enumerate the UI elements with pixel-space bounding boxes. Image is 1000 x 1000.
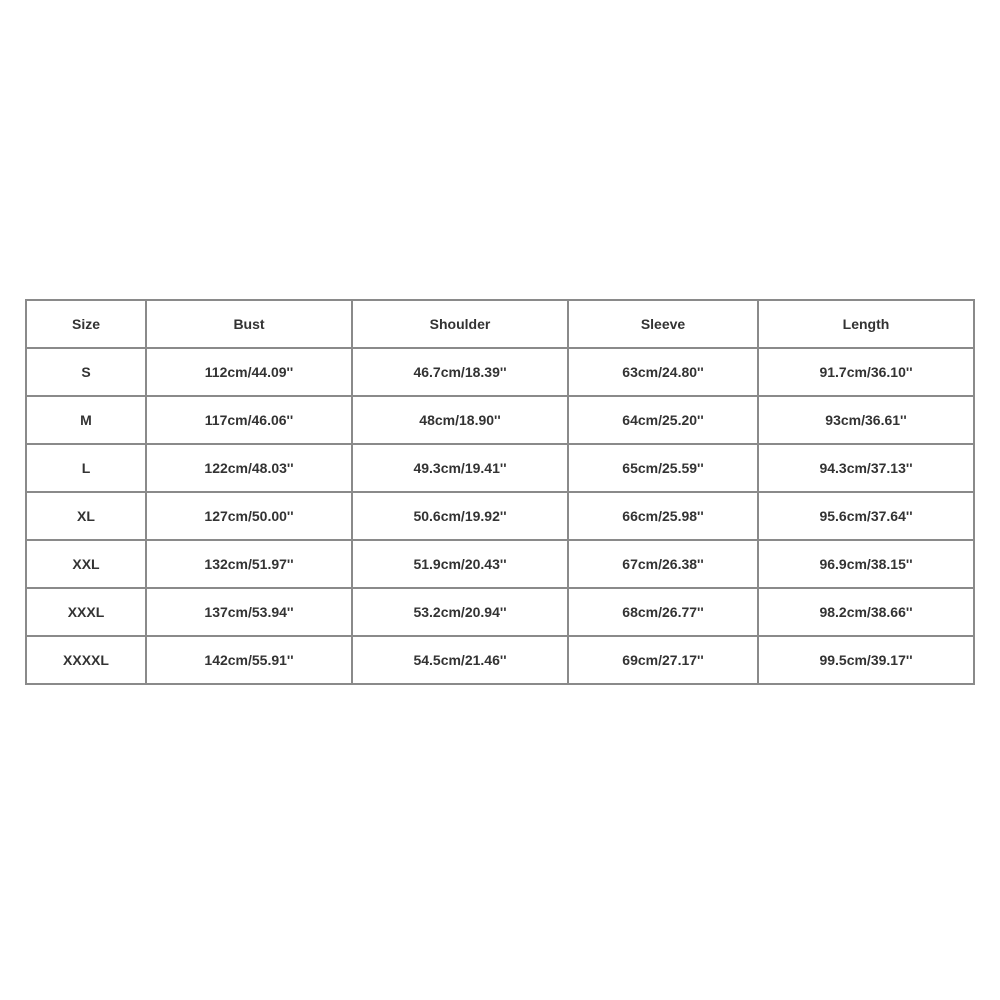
table-row: [26, 348, 974, 396]
header-bust: Bust: [146, 300, 352, 348]
cell-bust: 117cm/46.06'': [146, 396, 352, 444]
header-shoulder: Shoulder: [352, 300, 568, 348]
table-header-row: [26, 300, 974, 348]
table-row: [26, 444, 974, 492]
table-row: [26, 636, 974, 684]
cell-shoulder: 50.6cm/19.92'': [352, 492, 568, 540]
cell-length: 96.9cm/38.15'': [758, 540, 974, 588]
cell-size: L: [26, 444, 146, 492]
cell-bust: 112cm/44.09'': [146, 348, 352, 396]
cell-sleeve: 66cm/25.98'': [568, 492, 758, 540]
cell-sleeve: 65cm/25.59'': [568, 444, 758, 492]
cell-shoulder: 54.5cm/21.46'': [352, 636, 568, 684]
cell-bust: 137cm/53.94'': [146, 588, 352, 636]
cell-length: 95.6cm/37.64'': [758, 492, 974, 540]
table-row: [26, 396, 974, 444]
cell-size: XXL: [26, 540, 146, 588]
cell-sleeve: 63cm/24.80'': [568, 348, 758, 396]
cell-shoulder: 51.9cm/20.43'': [352, 540, 568, 588]
cell-bust: 122cm/48.03'': [146, 444, 352, 492]
cell-length: 99.5cm/39.17'': [758, 636, 974, 684]
cell-size: XXXL: [26, 588, 146, 636]
cell-sleeve: 67cm/26.38'': [568, 540, 758, 588]
cell-size: XL: [26, 492, 146, 540]
cell-length: 91.7cm/36.10'': [758, 348, 974, 396]
cell-size: XXXXL: [26, 636, 146, 684]
cell-length: 98.2cm/38.66'': [758, 588, 974, 636]
header-length: Length: [758, 300, 974, 348]
cell-length: 94.3cm/37.13'': [758, 444, 974, 492]
cell-sleeve: 69cm/27.17'': [568, 636, 758, 684]
cell-sleeve: 68cm/26.77'': [568, 588, 758, 636]
cell-sleeve: 64cm/25.20'': [568, 396, 758, 444]
cell-bust: 127cm/50.00'': [146, 492, 352, 540]
cell-shoulder: 53.2cm/20.94'': [352, 588, 568, 636]
cell-shoulder: 48cm/18.90'': [352, 396, 568, 444]
table-row: [26, 540, 974, 588]
cell-length: 93cm/36.61'': [758, 396, 974, 444]
cell-shoulder: 49.3cm/19.41'': [352, 444, 568, 492]
header-size: Size: [26, 300, 146, 348]
cell-bust: 132cm/51.97'': [146, 540, 352, 588]
cell-bust: 142cm/55.91'': [146, 636, 352, 684]
table-row: [26, 492, 974, 540]
size-chart-table: [25, 299, 975, 685]
cell-size: M: [26, 396, 146, 444]
cell-shoulder: 46.7cm/18.39'': [352, 348, 568, 396]
table-row: [26, 588, 974, 636]
header-sleeve: Sleeve: [568, 300, 758, 348]
cell-size: S: [26, 348, 146, 396]
